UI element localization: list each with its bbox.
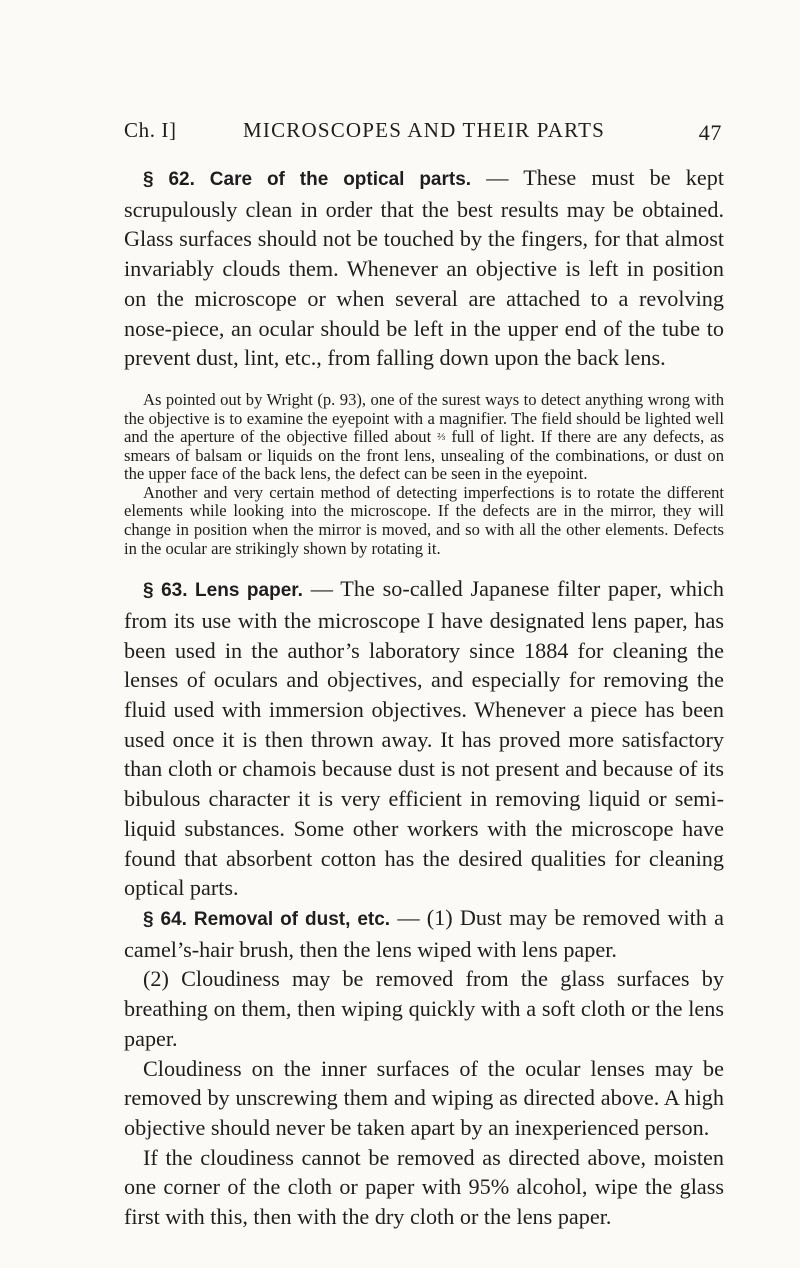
note-eyepoint-text-a: As pointed out by Wright (p. 93), one of the surest ways to detect anything wrong with the objective is to examine the eyepoint with a magnifier. The field should be lighted well and the aperture of the objective filled about — [124, 389, 724, 447]
page-number: 47 — [698, 120, 722, 145]
note-eyepoint-text-b: full of light. If there are any defects, as smears of balsam or liquids on the front lens, unsealing of the combinations, or dust on the upper face of the back lens, the defect can be seen in the eyepoint. — [124, 427, 725, 484]
section-64-paragraph — [124, 903, 724, 964]
running-header — [124, 116, 724, 146]
section-64-text: — (1) Dust may be removed with a camel’s-hair brush, then the lens wiped with lens paper. — [124, 905, 724, 962]
section-62-heading: § 62. Care of the optical parts. — [143, 169, 472, 190]
paragraph-inner-surfaces: Cloudiness on the inner surfaces of the ocular lenses may be removed by unscrewing them and wiping as directed above. A high objective should never be taken apart by an inexperienced person. — [124, 1055, 724, 1140]
running-title: MICROSCOPES AND THEIR PARTS — [243, 118, 605, 142]
section-62-paragraph — [124, 163, 724, 373]
paragraph-alcohol: If the cloudiness cannot be removed as directed above, moisten one corner of the cloth or paper with 95% alcohol, wipe the glass first with this, then with the dry cloth or the lens paper. — [124, 1144, 724, 1230]
page-body — [124, 163, 724, 1232]
section-63-heading: § 63. Lens paper. — [143, 580, 303, 602]
chapter-label: Ch. I] — [124, 118, 177, 142]
note-eyepoint — [124, 391, 724, 484]
small-print-notes — [124, 391, 724, 558]
note-rotation: Another and very certain method of detecting imperfections is to rotate the different elements while looking into the microscope. If the defects are in the mirror, they will change in position when the mirror is moved, and so with all the other elements. Defects in the ocular are strikingly shown by rotating it. — [124, 482, 724, 558]
section-63-paragraph — [124, 574, 724, 903]
fraction-two-thirds: ⅔ — [437, 431, 446, 444]
section-63-text: — The so-called Japanese filter paper, which from its use with the microscope I have designated lens paper, has been used in the author’s laboratory since 1884 for cleaning the lenses of oculars and objectives, and especially for removing the fluid used with immersion objectives. Whenever a piece has been used once it is then thrown away. It has proved more satisfactory than cloth or chamois because dust is not present and because of its bibulous character it is very efficient in removing liquid or semi-liquid substances. Some other workers with the microscope have found that absorbent cotton has the desired qualities for cleaning optical parts. — [124, 576, 725, 901]
main-text-continued — [124, 574, 724, 1231]
section-64-heading: § 64. Removal of dust, etc. — [143, 909, 391, 930]
section-62-text: — These must be kept scrupulously clean in order that the best results may be obtained. Glass surfaces should not be touched by the fingers, for that almost invariably clouds them. Whenever an objective is left in position on the microscope or when several are attached to a revolving nose-piece, an ocular should be left in the upper end of the tube to prevent dust, lint, etc., from falling down upon the back lens. — [124, 165, 725, 371]
paragraph-breathing: (2) Cloudiness may be removed from the glass surfaces by breathing on them, then wiping quickly with a soft cloth or the lens paper. — [124, 966, 724, 1051]
